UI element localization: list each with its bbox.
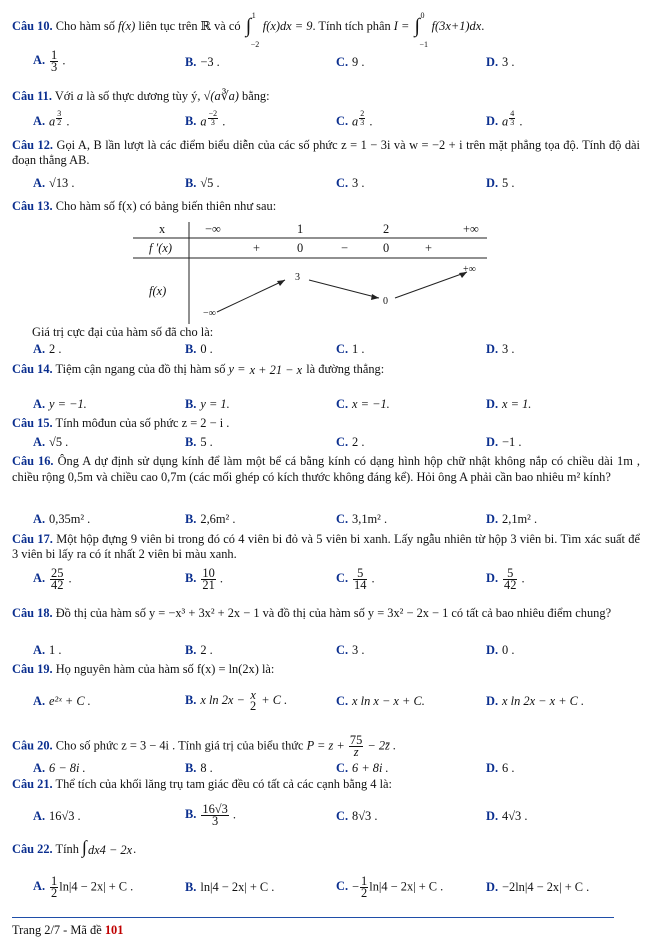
option-d[interactable]: D. 3 .	[486, 342, 515, 356]
question-text: Ông A dự định sử dụng kính để làm một bể cá bằng kính có dạng hình hộp chữ nhật không nắp có chiều dài 1m , chiều rộng 0,5m và chiều cao 0,7m (các mối ghép có kích thước không đáng kể). Hỏi ông A phải cần bao nhiêu m² kính?	[12, 454, 641, 484]
option-d[interactable]: D. a $^{\frac{4}{3}}$ .	[486, 109, 523, 129]
math: y =	[228, 362, 246, 376]
question-22	[12, 837, 640, 857]
options-16	[0, 512, 650, 530]
option-a[interactable]: A. 0,35m² .	[33, 512, 91, 526]
option-b[interactable]: B. 8 .	[185, 761, 213, 775]
option-d[interactable]: D. 4√3 .	[486, 809, 528, 823]
question-number: Câu 15.	[12, 416, 53, 430]
question-number: Câu 13.	[12, 199, 53, 213]
fraction: dx4 − 2x	[87, 842, 133, 857]
option-b[interactable]: B. $\frac{16√3}{3}$ .	[185, 802, 236, 828]
math: − 2z̄ .	[367, 738, 397, 753]
option-c[interactable]: C. 3,1m² .	[336, 512, 388, 526]
x-label: x	[159, 222, 166, 236]
option-c[interactable]: C. 3 .	[336, 176, 365, 190]
option-a[interactable]: A. √13 .	[33, 176, 75, 190]
question-number: Câu 11.	[12, 89, 52, 103]
text: Tính	[55, 842, 79, 856]
math: f(x)dx = 9	[262, 18, 313, 33]
question-13-prompt: Giá trị cực đại của hàm số đã cho là:	[32, 325, 214, 339]
option-d[interactable]: D. 0 .	[486, 643, 515, 657]
footer-rule	[12, 917, 614, 918]
options-10	[0, 48, 650, 74]
option-d[interactable]: D. −1 .	[486, 435, 522, 449]
option-b[interactable]: B. $\frac{10}{21}$ .	[185, 566, 223, 592]
options-18	[0, 643, 650, 661]
question-text: Thể tích của khối lăng trụ tam giác đều có tất cả các cạnh bằng 4 là:	[55, 777, 392, 791]
option-d[interactable]: D. $\frac{5}{42}$ .	[486, 566, 525, 592]
x-value: +∞	[463, 222, 479, 236]
option-a[interactable]: A. a $^{\frac{3}{2}}$ .	[33, 109, 70, 129]
question-number: Câu 16.	[12, 454, 54, 468]
option-b[interactable]: B. x ln 2x − x 2 + C .	[185, 688, 288, 713]
option-b[interactable]: B. √5 .	[185, 176, 220, 190]
f-value: −∞	[203, 308, 216, 319]
text: Với	[54, 89, 74, 103]
sign: +	[425, 241, 432, 255]
option-c[interactable]: C. − $\frac{1}{2}$ ln|4 − 2x| + C .	[336, 874, 444, 900]
f-value: 3	[295, 272, 300, 283]
text: bằng:	[242, 89, 270, 103]
question-12	[12, 138, 640, 168]
question-16	[12, 454, 640, 485]
option-b[interactable]: B. a $^{\frac{-2}{3}}$ .	[185, 109, 226, 129]
question-number: Câu 17.	[12, 532, 53, 546]
math: f(x)	[118, 18, 136, 33]
option-a[interactable]: A. 6 − 8i .	[33, 761, 86, 775]
footer-text: Trang 2/7 - Mã đề	[12, 923, 102, 937]
math: I =	[393, 18, 410, 33]
text: Cho số phức z = 3 − 4i . Tính giá trị của biểu thức	[55, 738, 304, 753]
x-value: −∞	[205, 222, 221, 236]
derivative-label: f ′(x)	[149, 241, 173, 255]
question-number: Câu 21.	[12, 777, 53, 791]
question-text: Một hộp đựng 9 viên bi trong đó có 4 viên bi đỏ và 5 viên bi xanh. Lấy ngẫu nhiên từ hộp 3 viên bi. Tìm xác suất để 3 viên bi lấy ra có ít nhất 2 viên bi màu xanh.	[12, 532, 640, 561]
integral-sign: 0 ∫ −1	[414, 11, 429, 49]
sign: +	[253, 241, 260, 255]
option-b[interactable]: B. 0 .	[185, 342, 213, 356]
question-text: Cho hàm số f(x) có bảng biến thiên như sau:	[55, 199, 277, 213]
option-d[interactable]: D. 5 .	[486, 176, 515, 190]
question-21	[12, 777, 640, 792]
question-number: Câu 20.	[12, 738, 53, 753]
x-value: 1	[297, 222, 304, 236]
option-d[interactable]: D. 3 .	[486, 55, 515, 69]
f-value: 0	[383, 296, 388, 307]
option-a[interactable]: A. y = −1.	[33, 397, 87, 411]
option-c[interactable]: C. x ln x − x + C.	[336, 694, 425, 708]
question-number: Câu 10.	[12, 18, 53, 33]
question-20	[12, 735, 640, 758]
option-c[interactable]: C. 8√3 .	[336, 809, 378, 823]
math: ℝ	[200, 18, 211, 33]
text: liên tục trên	[138, 18, 198, 33]
question-text: Tính môđun của số phức z = 2 − i .	[55, 416, 230, 430]
option-d[interactable]: D. x = 1.	[486, 397, 532, 411]
integral-sign: 1 ∫ −2	[245, 11, 260, 49]
option-a[interactable]: A. $\frac{1}{3}$ .	[33, 48, 66, 74]
options-17	[0, 566, 650, 592]
math: P = z +	[306, 738, 345, 753]
options-19	[0, 688, 650, 713]
fraction: x + 21 − x	[249, 362, 303, 377]
question-13	[12, 199, 640, 214]
exam-code: 101	[104, 923, 124, 937]
question-number: Câu 12.	[12, 138, 54, 152]
option-a[interactable]: A. √5 .	[33, 435, 69, 449]
math: f(3x+1)dx	[431, 18, 482, 33]
options-15	[0, 435, 650, 453]
option-a[interactable]: A. $\frac{1}{2}$ ln|4 − 2x| + C .	[33, 874, 134, 900]
question-14	[12, 362, 640, 377]
option-b[interactable]: B. 2 .	[185, 643, 213, 657]
option-c[interactable]: C. 9 .	[336, 55, 365, 69]
question-15	[12, 416, 640, 431]
options-14	[0, 397, 650, 415]
text: .	[133, 842, 137, 856]
page-footer	[12, 923, 123, 938]
question-number: Câu 22.	[12, 842, 53, 856]
math: √(a∛a)	[203, 89, 239, 103]
question-text: Gọi A, B lần lượt là các điểm biểu diễn của các số phức z = 1 − 3i và w = −2 + i trên mặt phẳng tọa độ. Tính độ dài đoạn thẳng AB.	[12, 138, 640, 167]
option-d[interactable]: D. x ln 2x − x + C .	[486, 694, 585, 708]
option-b[interactable]: B. 2,6m² .	[185, 512, 236, 526]
question-number: Câu 19.	[12, 662, 53, 676]
option-a[interactable]: A. 1 .	[33, 643, 62, 657]
text: Cho hàm số	[55, 18, 115, 33]
sign: −	[341, 241, 348, 255]
option-d[interactable]: D. −2ln|4 − 2x| + C .	[486, 880, 590, 894]
variation-table	[133, 222, 487, 324]
option-c[interactable]: C. a $^{\frac{2}{3}}$ .	[336, 109, 373, 129]
option-c[interactable]: C. $\frac{5}{14}$ .	[336, 566, 375, 592]
option-a[interactable]: A. $\frac{25}{42}$ .	[33, 566, 72, 592]
question-17	[12, 532, 640, 562]
options-22	[0, 874, 650, 900]
option-b[interactable]: B. −3 .	[185, 55, 220, 69]
question-10: Câu 10. Cho hàm số f(x) liên tục trên ℝ và có 1 ∫ −2 f(x)dx = 9. Tính tích phân I = 0 ∫ −1 f(3x+1)dx.	[12, 11, 485, 49]
option-c[interactable]: C. 3 .	[336, 643, 365, 657]
option-a[interactable]: A. e²ˣ + C .	[33, 694, 91, 708]
question-11	[12, 89, 640, 104]
option-b[interactable]: B. 5 .	[185, 435, 213, 449]
option-c[interactable]: C. 2 .	[336, 435, 365, 449]
fraction: $\frac{75}{z}$	[349, 733, 363, 759]
f-value: +∞	[463, 264, 476, 275]
text: và có	[214, 18, 241, 33]
text: . Tính tích phân	[312, 18, 391, 33]
function-label: f(x)	[149, 284, 167, 298]
text: là số thực dương tùy ý,	[86, 89, 201, 103]
option-c[interactable]: C. 1 .	[336, 342, 365, 356]
variation-table-lines	[133, 222, 487, 324]
text: Tiệm cận ngang của đồ thị hàm số	[55, 362, 226, 376]
option-c[interactable]: C. x = −1.	[336, 397, 390, 411]
options-13	[0, 342, 650, 360]
question-18	[12, 606, 640, 621]
question-text: Đồ thị của hàm số y = −x³ + 3x² + 2x − 1 và đồ thị của hàm số y = 3x² − 2x − 1 có tất cả bao nhiêu điểm chung?	[55, 606, 612, 620]
option-c[interactable]: C. 6 + 8i .	[336, 761, 389, 775]
option-a[interactable]: A. 16√3 .	[33, 809, 81, 823]
question-19	[12, 662, 640, 677]
options-11	[0, 110, 650, 128]
question-number: Câu 14.	[12, 362, 53, 376]
option-d[interactable]: D. 6 .	[486, 761, 515, 775]
option-d[interactable]: D. 2,1m² .	[486, 512, 538, 526]
options-12	[0, 176, 650, 194]
integral-sign: ∫	[82, 837, 87, 857]
x-value: 2	[383, 222, 390, 236]
question-text: Họ nguyên hàm của hàm số f(x) = ln(2x) là:	[55, 662, 275, 676]
question-number: Câu 18.	[12, 606, 53, 620]
option-a[interactable]: A. 2 .	[33, 342, 62, 356]
math: a	[76, 89, 84, 103]
text: là đường thẳng:	[306, 362, 385, 376]
sign: 0	[383, 241, 390, 255]
option-b[interactable]: B. y = 1.	[185, 397, 230, 411]
options-21	[0, 802, 650, 828]
sign: 0	[297, 241, 304, 255]
option-b[interactable]: B. ln|4 − 2x| + C .	[185, 880, 275, 894]
